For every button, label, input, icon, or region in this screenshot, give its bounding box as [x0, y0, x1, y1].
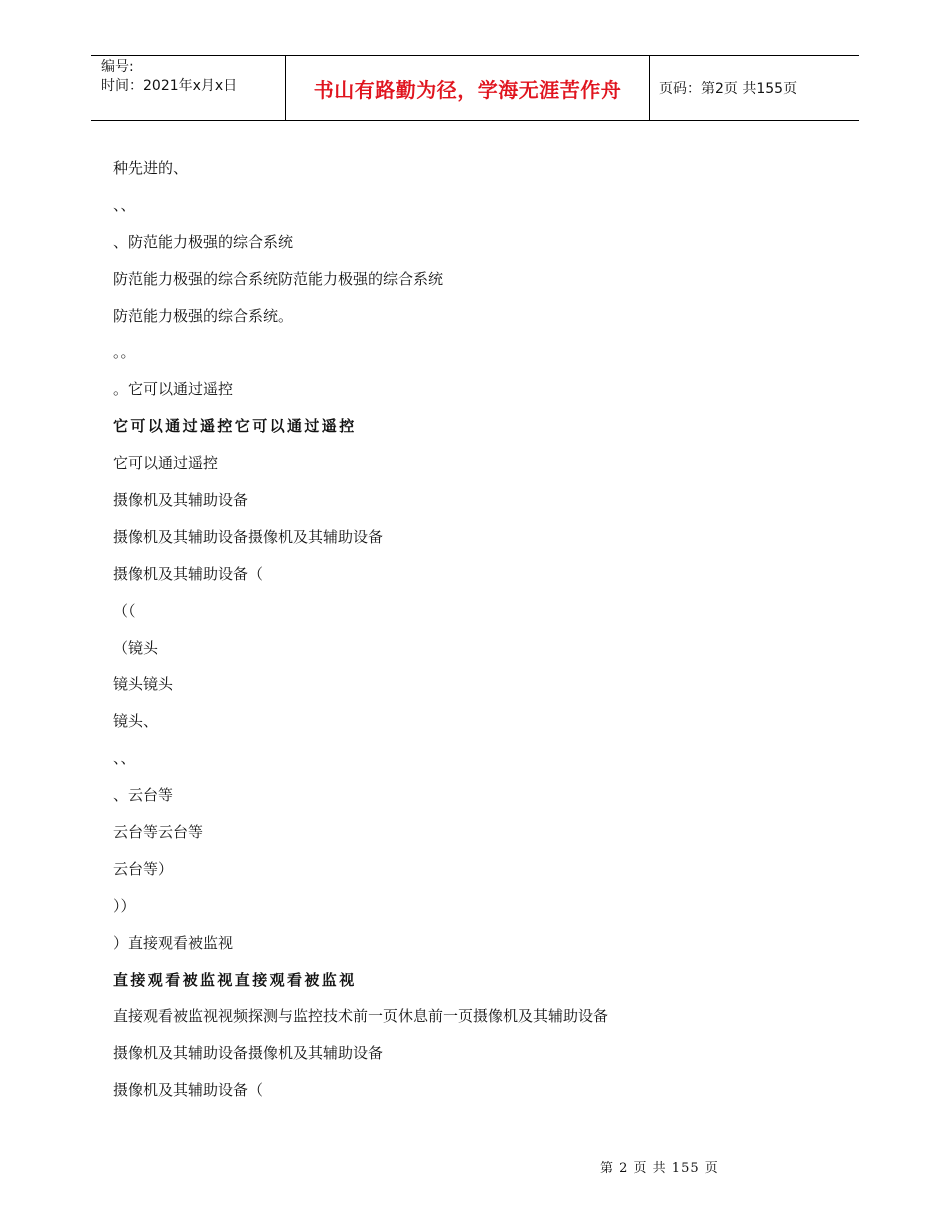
text-line: 防范能力极强的综合系统防范能力极强的综合系统 [113, 269, 444, 288]
time-label: 时间：2021年x月x日 [101, 78, 238, 94]
text-line: 、云台等 [113, 786, 174, 805]
text-line: 它可以通过遥控它可以通过遥控 [113, 417, 357, 436]
text-line: 、、 [113, 195, 136, 214]
text-line: 。。 [113, 343, 136, 362]
text-line: 摄像机及其辅助设备（ [113, 1081, 264, 1100]
page-footer: 第 2 页 共 155 页 [600, 1161, 719, 1176]
text-line: 、、 [113, 749, 136, 768]
page-header [91, 55, 859, 121]
header-motto-cell [286, 56, 650, 120]
text-line: 摄像机及其辅助设备 [113, 491, 249, 510]
text-line: 镜头、 [113, 712, 159, 731]
text-line: 。它可以通过遥控 [113, 380, 234, 399]
text-line: 、防范能力极强的综合系统 [113, 232, 294, 251]
text-line: ）） [113, 896, 136, 915]
text-line: （镜头 [113, 638, 159, 657]
header-motto: 书山有路勤为径，学海无涯苦作舟 [313, 77, 622, 102]
text-line: 它可以通过遥控 [113, 454, 219, 473]
text-line: 镜头镜头 [113, 675, 174, 694]
header-meta [91, 56, 286, 120]
header-page-cell [650, 56, 859, 120]
text-line: 直接观看被监视视频探测与监控技术前一页休息前一页摄像机及其辅助设备 [113, 1007, 609, 1026]
document-body [113, 155, 833, 1114]
header-page-label: 页码：第2页 共155页 [659, 81, 798, 97]
text-line: 云台等） [113, 859, 174, 878]
text-line: 种先进的、 [113, 159, 189, 177]
text-line: 直接观看被监视直接观看被监视 [113, 970, 357, 989]
text-line: 摄像机及其辅助设备摄像机及其辅助设备 [113, 1044, 384, 1063]
code-label: 编号: [101, 59, 134, 75]
text-line: 摄像机及其辅助设备摄像机及其辅助设备 [113, 527, 384, 546]
text-line: （（ [113, 601, 136, 620]
text-line: 云台等云台等 [113, 823, 204, 842]
text-line: 防范能力极强的综合系统。 [113, 306, 294, 325]
text-line: ）直接观看被监视 [113, 933, 234, 952]
text-line: 摄像机及其辅助设备（ [113, 564, 264, 583]
